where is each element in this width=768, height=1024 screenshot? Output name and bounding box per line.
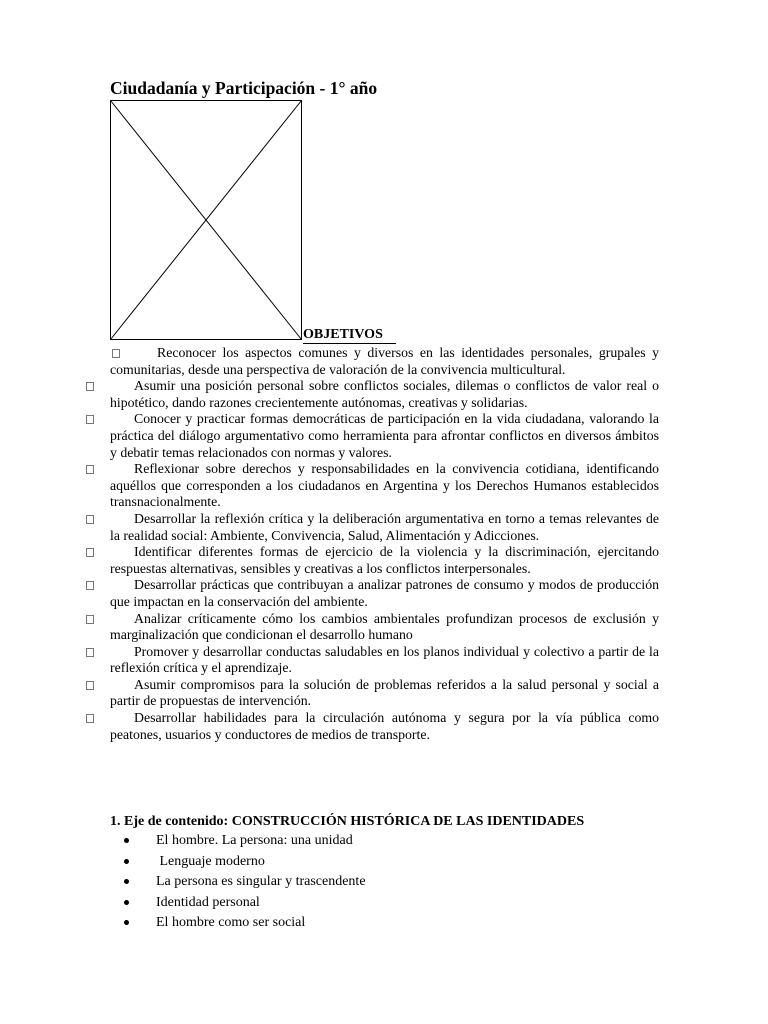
checkbox-glyph-icon <box>86 548 94 557</box>
objetivo-item: Reflexionar sobre derechos y responsabilidades en la convivencia cotidiana, identificando aquéllos que corresponden a los ciudadanos en Argentina y los Derechos Humanos establecidos transnacionalmente. <box>110 461 659 511</box>
checkbox-glyph-icon <box>86 465 94 474</box>
bullet-icon <box>124 838 129 843</box>
checkbox-glyph-icon <box>86 648 94 657</box>
objetivo-item: Asumir compromisos para la solución de problemas referidos a la salud personal y social a partir de propuestas de intervención. <box>110 677 659 710</box>
objetivo-item: Asumir una posición personal sobre conflictos sociales, dilemas o conflictos de valor real o hipotético, dando razones crecientemente autónomas, creativas y solidarias. <box>110 378 659 411</box>
objetivo-item: Desarrollar la reflexión crítica y la deliberación argumentativa en torno a temas relevantes de la realidad social: Ambiente, Convivencia, Salud, Alimentación y Adicciones. <box>110 511 659 544</box>
objetivos-underline <box>303 343 396 344</box>
list-item: La persona es singular y trascendente <box>110 873 366 894</box>
objetivo-item: Identificar diferentes formas de ejercicio de la violencia y la discriminación, ejercitando respuestas alternativas, sensibles y creativas a los conflictos interpersonales. <box>110 544 659 577</box>
objetivo-item: Reconocer los aspectos comunes y diversos en las identidades personales, grupales y comunitarias, desde una perspectiva de valoración de la convivencia multicultural. <box>110 345 659 377</box>
document-title: Ciudadanía y Participación - 1° año <box>110 78 378 98</box>
list-item: El hombre. La persona: una unidad <box>110 832 366 853</box>
checkbox-glyph-icon <box>86 382 94 391</box>
checkbox-glyph-icon <box>86 681 94 690</box>
image-placeholder <box>110 100 302 340</box>
bullet-icon <box>124 859 129 864</box>
checkbox-glyph-icon <box>86 415 94 424</box>
bullet-icon <box>124 879 129 884</box>
objetivos-heading: OBJETIVOS <box>303 327 383 342</box>
list-item: Identidad personal <box>110 894 366 915</box>
objetivo-item: Conocer y practicar formas democráticas de participación en la vida ciudadana, valorando la práctica del diálogo argumentativo como herramienta para afrontar conflictos en diversos ámbitos y debatir temas relacionados con normas y valores. <box>110 411 659 461</box>
objetivo-item: Desarrollar habilidades para la circulación autónoma y segura por la vía pública como peatones, usuarios y conductores de medios de transporte. <box>110 710 659 743</box>
list-item: El hombre como ser social <box>110 914 366 935</box>
eje-heading: 1. Eje de contenido: CONSTRUCCIÓN HISTÓRICA DE LAS IDENTIDADES <box>110 814 585 829</box>
checkbox-glyph-icon <box>86 714 94 723</box>
bullet-icon <box>124 920 129 925</box>
bullet-icon <box>124 900 129 905</box>
missing-image-icon <box>110 100 302 340</box>
eje-content-list <box>110 832 366 935</box>
checkbox-glyph-icon <box>86 581 94 590</box>
objetivo-item: Promover y desarrollar conductas saludables en los planos individual y colectivo a partir de la reflexión crítica y el aprendizaje. <box>110 644 659 677</box>
list-item: Lenguaje moderno <box>110 853 366 874</box>
objetivos-list <box>0 345 768 743</box>
checkbox-glyph-icon <box>86 515 94 524</box>
objetivo-item: Analizar críticamente cómo los cambios ambientales profundizan procesos de exclusión y marginalización que condicionan el desarrollo humano <box>110 611 659 644</box>
objetivo-item: Desarrollar prácticas que contribuyan a analizar patrones de consumo y modos de producción que impactan en la conservación del ambiente. <box>110 577 659 610</box>
checkbox-glyph-icon <box>86 615 94 624</box>
checkbox-glyph-icon <box>112 349 120 358</box>
